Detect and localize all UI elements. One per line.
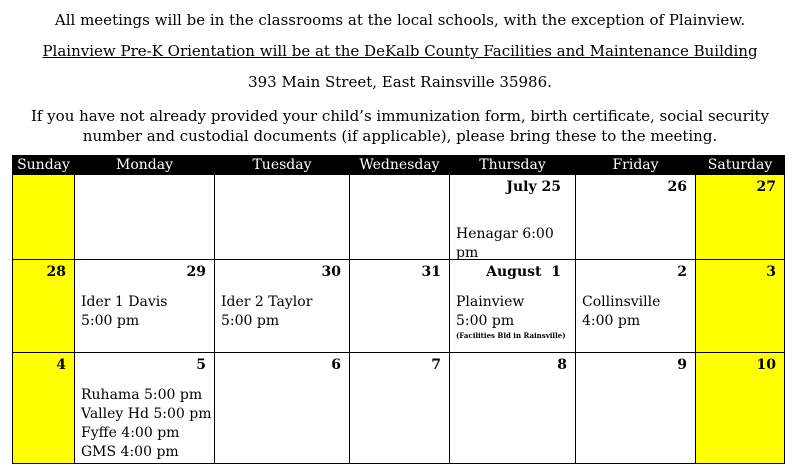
day-cell-empty — [13, 175, 75, 260]
event-text: 5:00 pm — [221, 313, 280, 329]
weekday-wednesday: Wednesday — [350, 156, 450, 175]
event-text: Ider 1 Davis — [81, 294, 168, 310]
weekday-thursday: Thursday — [450, 156, 576, 175]
day-cell-29 — [75, 260, 215, 353]
event-list — [456, 225, 575, 263]
event-text: Plainview — [456, 294, 525, 310]
day-cell-4 — [13, 353, 75, 464]
weekday-sunday: Sunday — [13, 156, 75, 175]
event-text: Ruhama 5:00 pm — [81, 387, 203, 403]
notice-line-4: If you have not already provided your child’s immunization form, birth certificate, social security — [30, 107, 770, 125]
notice-line-2: Plainview Pre-K Orientation will be at the DeKalb County Facilities and Maintenance Building — [42, 42, 758, 60]
event-list — [582, 293, 660, 331]
event-text: Ider 2 Taylor — [221, 294, 313, 310]
event-text: 4:00 pm — [582, 313, 641, 329]
day-number: 10 — [756, 357, 776, 373]
event-text: Valley Hd 5:00 pm — [81, 406, 212, 422]
week-row-1 — [13, 175, 785, 260]
day-number: 26 — [667, 179, 687, 195]
calendar-table — [12, 155, 785, 464]
event-text: Henagar 6:00 pm — [456, 226, 554, 261]
day-cell-empty — [75, 175, 215, 260]
event-text: Fyffe 4:00 pm — [81, 425, 180, 441]
day-number: 7 — [431, 357, 441, 373]
day-cell-august-1 — [450, 260, 576, 353]
day-number: 2 — [677, 264, 687, 280]
day-cell-10 — [696, 353, 785, 464]
day-number: 27 — [756, 179, 776, 195]
day-number: July 25 — [506, 179, 561, 195]
day-number: 29 — [186, 264, 206, 280]
week-row-2 — [13, 260, 785, 353]
day-cell-8 — [450, 353, 576, 464]
day-number: 30 — [321, 264, 341, 280]
day-cell-3 — [696, 260, 785, 353]
notice-line-3: 393 Main Street, East Rainsville 35986. — [248, 73, 552, 91]
day-cell-empty — [350, 175, 450, 260]
day-number: 31 — [421, 264, 441, 280]
weekday-tuesday: Tuesday — [215, 156, 350, 175]
day-cell-9 — [576, 353, 696, 464]
day-cell-july-25 — [450, 175, 576, 260]
event-text: Collinsville — [582, 294, 661, 310]
day-cell-5 — [75, 353, 215, 464]
weekday-saturday: Saturday — [696, 156, 785, 175]
event-list — [81, 293, 167, 331]
notice-line-1: All meetings will be in the classrooms at the local schools, with the exception of Plainview. — [54, 11, 746, 29]
day-number: 3 — [766, 264, 776, 280]
day-cell-27 — [696, 175, 785, 260]
event-note: (Facilities Bld in Rainsville) — [456, 331, 566, 340]
event-list — [456, 293, 566, 340]
day-number: 4 — [56, 357, 66, 373]
weekday-monday: Monday — [75, 156, 215, 175]
day-number: 28 — [46, 264, 66, 280]
event-text: 5:00 pm — [456, 313, 515, 329]
day-cell-26 — [576, 175, 696, 260]
event-text: 5:00 pm — [81, 313, 140, 329]
day-cell-28 — [13, 260, 75, 353]
week-row-3 — [13, 353, 785, 464]
weekday-friday: Friday — [576, 156, 696, 175]
day-cell-7 — [350, 353, 450, 464]
event-list — [81, 386, 212, 462]
day-cell-empty — [215, 175, 350, 260]
event-text: GMS 4:00 pm — [81, 444, 179, 460]
day-number: 6 — [331, 357, 341, 373]
day-cell-30 — [215, 260, 350, 353]
day-number: 5 — [196, 357, 206, 373]
event-list — [221, 293, 312, 331]
notice-line-5: number and custodial documents (if applicable), please bring these to the meeting. — [82, 127, 718, 145]
day-number: 9 — [677, 357, 687, 373]
weekday-header-row — [13, 156, 785, 175]
day-number: August 1 — [486, 264, 561, 280]
day-number: 8 — [557, 357, 567, 373]
day-cell-6 — [215, 353, 350, 464]
day-cell-2 — [576, 260, 696, 353]
day-cell-31 — [350, 260, 450, 353]
